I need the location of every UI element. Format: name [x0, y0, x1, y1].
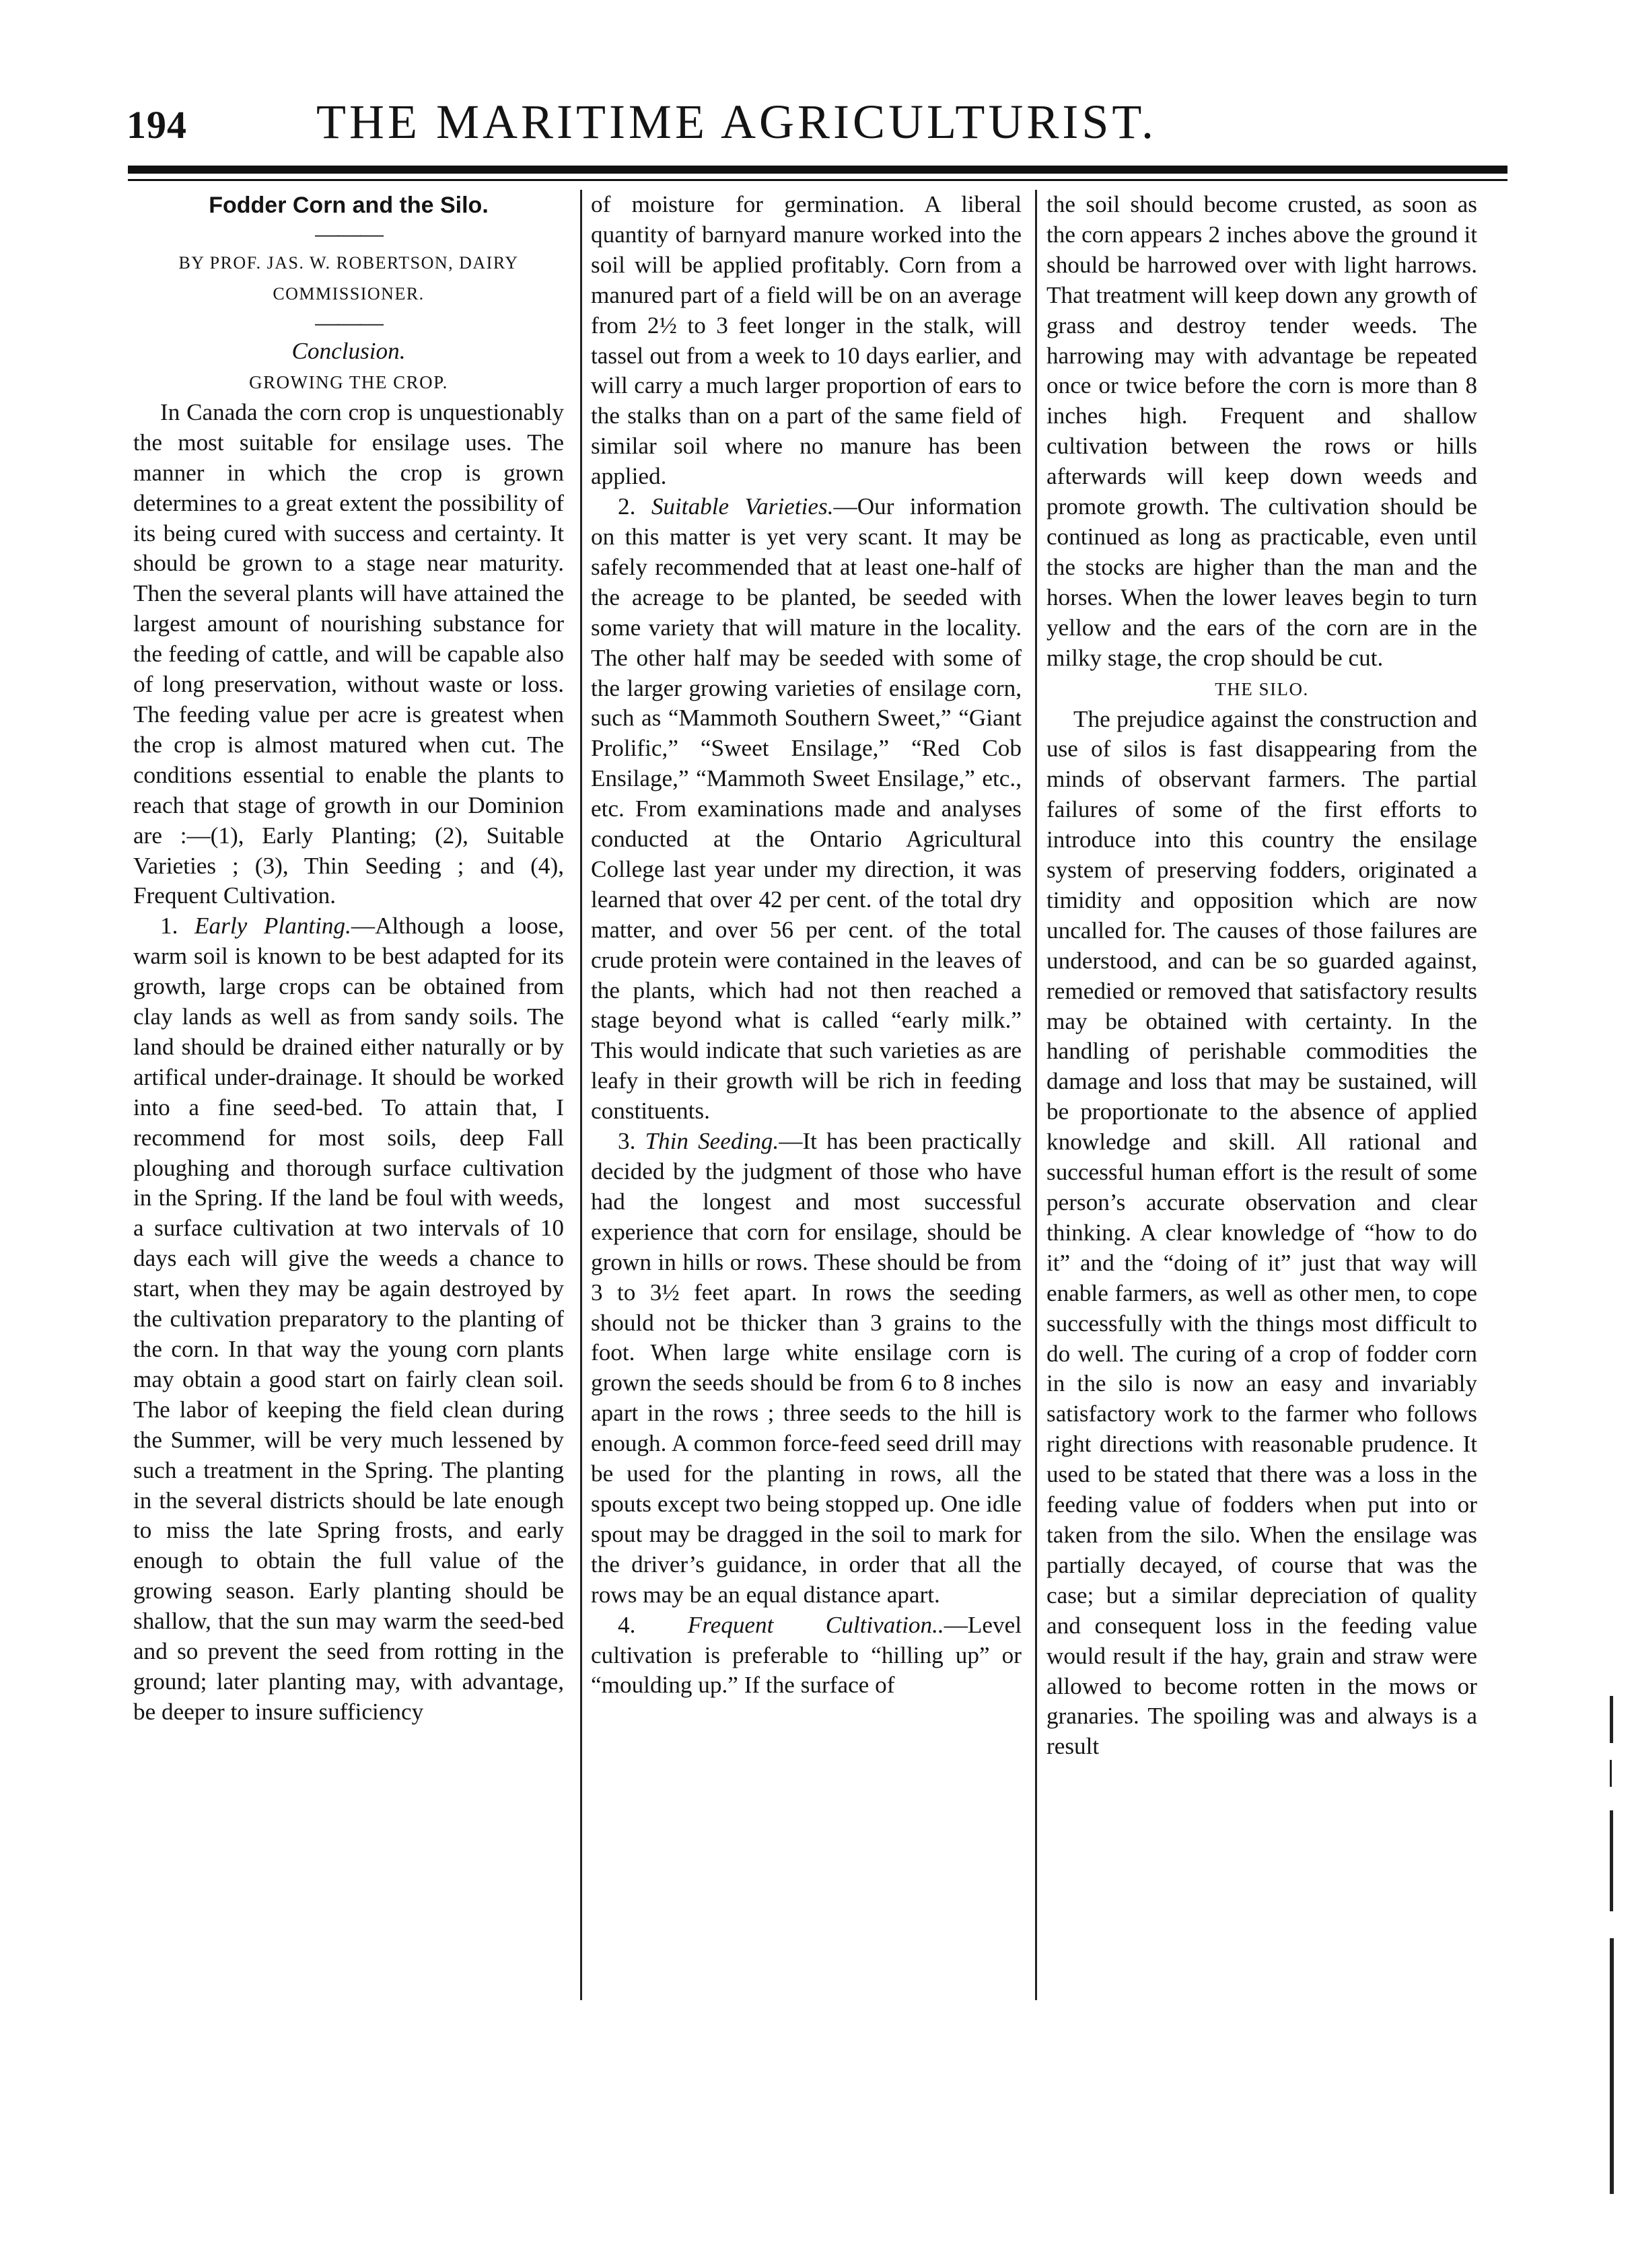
- page-number: 194: [127, 103, 187, 147]
- section-label: Conclusion.: [291, 338, 406, 364]
- paragraph-thin-seeding: [591, 1127, 1022, 1610]
- title-dash-divider: ———: [315, 221, 382, 247]
- header-rule-thick: [128, 166, 1507, 174]
- item-text: —Although a loose, warm soil is known to be best adapted for its growth, large crops can be obtained from clay lands as well as from sandy soils. The land should be drained either naturally or by artifical under-drainage. It should be worked into a fine seed-bed. To attain that, I recommend for most soils, deep Fall ploughing and thorough surface cultivation in the Spring. If the land be foul with weeds, a surface cultivation at two intervals of 10 days each will give the weeds a chance to start, when they may be again destroyed by the cultivation preparatory to the planting of the corn. In that way the young corn plants may obtain a good start on fairly clean soil. The labor of keeping the field clean during the Summer, will be very much lessened by such a treatment in the Spring. The planting in the several districts should be late enough to miss the late Spring frosts, and early enough to obtain the full value of the growing season. Early planting should be shallow, that the sun may warm the seed-bed and so prevent the seed from rotting in the ground; later planting may, with advantage, be deeper to insure sufficiency: [133, 913, 564, 1725]
- scan-mark: [1610, 1760, 1612, 1787]
- item-label: Thin Seeding.: [645, 1128, 779, 1155]
- paragraph-frequent-cultivation: [591, 1610, 1022, 1701]
- scan-mark: [1610, 1938, 1614, 2194]
- item-number: 3.: [618, 1128, 636, 1155]
- column-divider-2: [1035, 190, 1037, 2000]
- scan-mark: [1610, 1810, 1613, 1911]
- paragraph-continued-soil: the soil should become crusted, as soon as the corn appears 2 inches above the ground it should be harrowed over with light harrows. That treatment will keep down any growth of grass and destroy tender weeds. The harrowing may with advantage be repeated once or twice before the corn is more than 8 inches high. Frequent and shallow cultivation between the rows or hills afterwards will keep down weeds and promote growth. The cultivation should be continued as long as practicable, even until the stocks are higher than the man and the horses. When the lower leaves begin to turn yellow and the ears of the corn are in the milky stage, the crop should be cut.: [1046, 191, 1477, 671]
- item-text: —It has been practically decided by the judgment of those who have had the longest and most successful experience that corn for ensilage, should be grown in hills or rows. These should be from 3 to 3½ feet apart. In rows the seeding should not be thicker than 3 grains to the foot. When large white ensilage corn is grown the seeds should be from 6 to 8 inches apart in the rows ; three seeds to the hill is enough. A common force-feed seed drill may be used for the planting in rows, all the spouts except two being stopped up. One idle spout may be dragged in the soil to mark for the driver’s guidance, in order that all the rows may be an equal distance apart.: [591, 1128, 1022, 1608]
- article-title: Fodder Corn and the Silo.: [209, 192, 489, 218]
- paragraph-silo-prejudice: The prejudice against the construction and use of silos is fast disappearing from the minds of observant farmers. The partial failures of some of the first efforts to introduce into this country the ensilage system of preserving fodders, originated a timidity and opposition which are now uncalled for. The causes of those failures are understood, and can be so guarded against, remedied or removed that satisfactory results may be obtained with certainty. In the handling of perishable commodities the damage and loss that may be sustained, will be proportionate to the absence of applied knowledge and skill. All rational and successful human effort is the result of some person’s accurate observation and clear thinking. A clear knowledge of “how to do it” and the “doing of it” just that way will enable farmers, as well as other men, to cope successfully with the things most difficult to do well. The curing of a crop of fodder corn in the silo is now an easy and invariably satisfactory work to the farmer who follows right directions with reasonable prudence. It used to be stated that there was a loss in the feeding value of fodders when put into or taken from the silo. When the ensilage was partially decayed, of course that was the case; but a similar depreciation of quality and consequent loss in the feeding value would result if the hay, grain and straw were allowed to become rotten in the mows or granaries. The spoiling was and always is a result: [1046, 705, 1477, 1760]
- byline-dash-divider: ———: [315, 310, 382, 336]
- paragraph-early-planting: [133, 911, 564, 1727]
- column-divider-1: [580, 190, 582, 2000]
- subhead-the-silo: THE SILO.: [1215, 678, 1309, 699]
- item-text: —Our information on this matter is yet very scant. It may be safely recommended that at least one-half of the acreage to be planted, be seeded with some variety that will mature in the locality. The other half may be seeded with some of the larger growing varieties of ensilage corn, such as “Mammoth Southern Sweet,” “Giant Prolific,” “Sweet Ensilage,” “Red Cob Ensilage,” “Mammoth Sweet Ensilage,” etc., etc. From examinations made and analyses conducted at the Ontario Agricultural College last year under my direction, it was learned that over 42 per cent. of the total dry matter, and over 56 per cent. of the total crude protein were contained in the leaves of the plants, which had not then reached a stage beyond what is called “early milk.” This would indicate that such varieties as are leafy in their growth will be rich in feeding constituents.: [591, 493, 1022, 1125]
- item-number: 1.: [160, 913, 178, 940]
- publication-title: THE MARITIME AGRICULTURIST.: [316, 95, 1157, 149]
- item-number: 2.: [618, 493, 636, 520]
- paragraph-intro: In Canada the corn crop is unquestionably the most suitable for ensilage uses. The manner in which the crop is grown determines to a great extent the possibility of its being cured with success and certainty. It should be grown to a stage near maturity. Then the several plants will have attained the largest amount of nourishing substance for the feeding of cattle, and will be capable also of long preservation, without waste or loss. The feeding value per acre is greatest when the crop is almost matured when cut. The conditions essential to enable the plants to reach that stage of growth in our Dominion are :—(1), Early Planting; (2), Suitable Varieties ; (3), Thin Seeding ; and (4), Frequent Cultivation.: [133, 398, 564, 909]
- subhead-growing-the-crop: GROWING THE CROP.: [249, 371, 448, 392]
- item-label: Early Planting.: [194, 913, 351, 940]
- header-rule-thin: [128, 179, 1507, 181]
- column-2: [591, 190, 1022, 1701]
- column-3: [1046, 190, 1477, 1762]
- item-number: 4.: [618, 1611, 636, 1638]
- article-byline: BY PROF. JAS. W. ROBERTSON, DAIRY COMMISSIONER.: [178, 253, 519, 304]
- paragraph-continued-moisture: of moisture for germination. A liberal quantity of barnyard manure worked into the soil will be applied profitably. Corn from a manured part of a field will be on an average from 2½ to 3 feet longer in the stalk, will tassel out from a week to 10 days earlier, and will carry a much larger proportion of ears to the stalks than on a part of the same field of similar soil where no manure has been applied.: [591, 191, 1022, 490]
- item-label: Suitable Varieties.: [651, 493, 834, 520]
- item-label: Frequent Cultivation..: [687, 1611, 944, 1638]
- item-text: —Level cultivation is preferable to “hilling up” or “moulding up.” If the surface of: [591, 1611, 1022, 1699]
- paragraph-suitable-varieties: [591, 492, 1022, 1127]
- column-1: [133, 190, 564, 1728]
- scan-edge-marks: [1600, 1696, 1627, 2207]
- scan-mark: [1610, 1696, 1613, 1743]
